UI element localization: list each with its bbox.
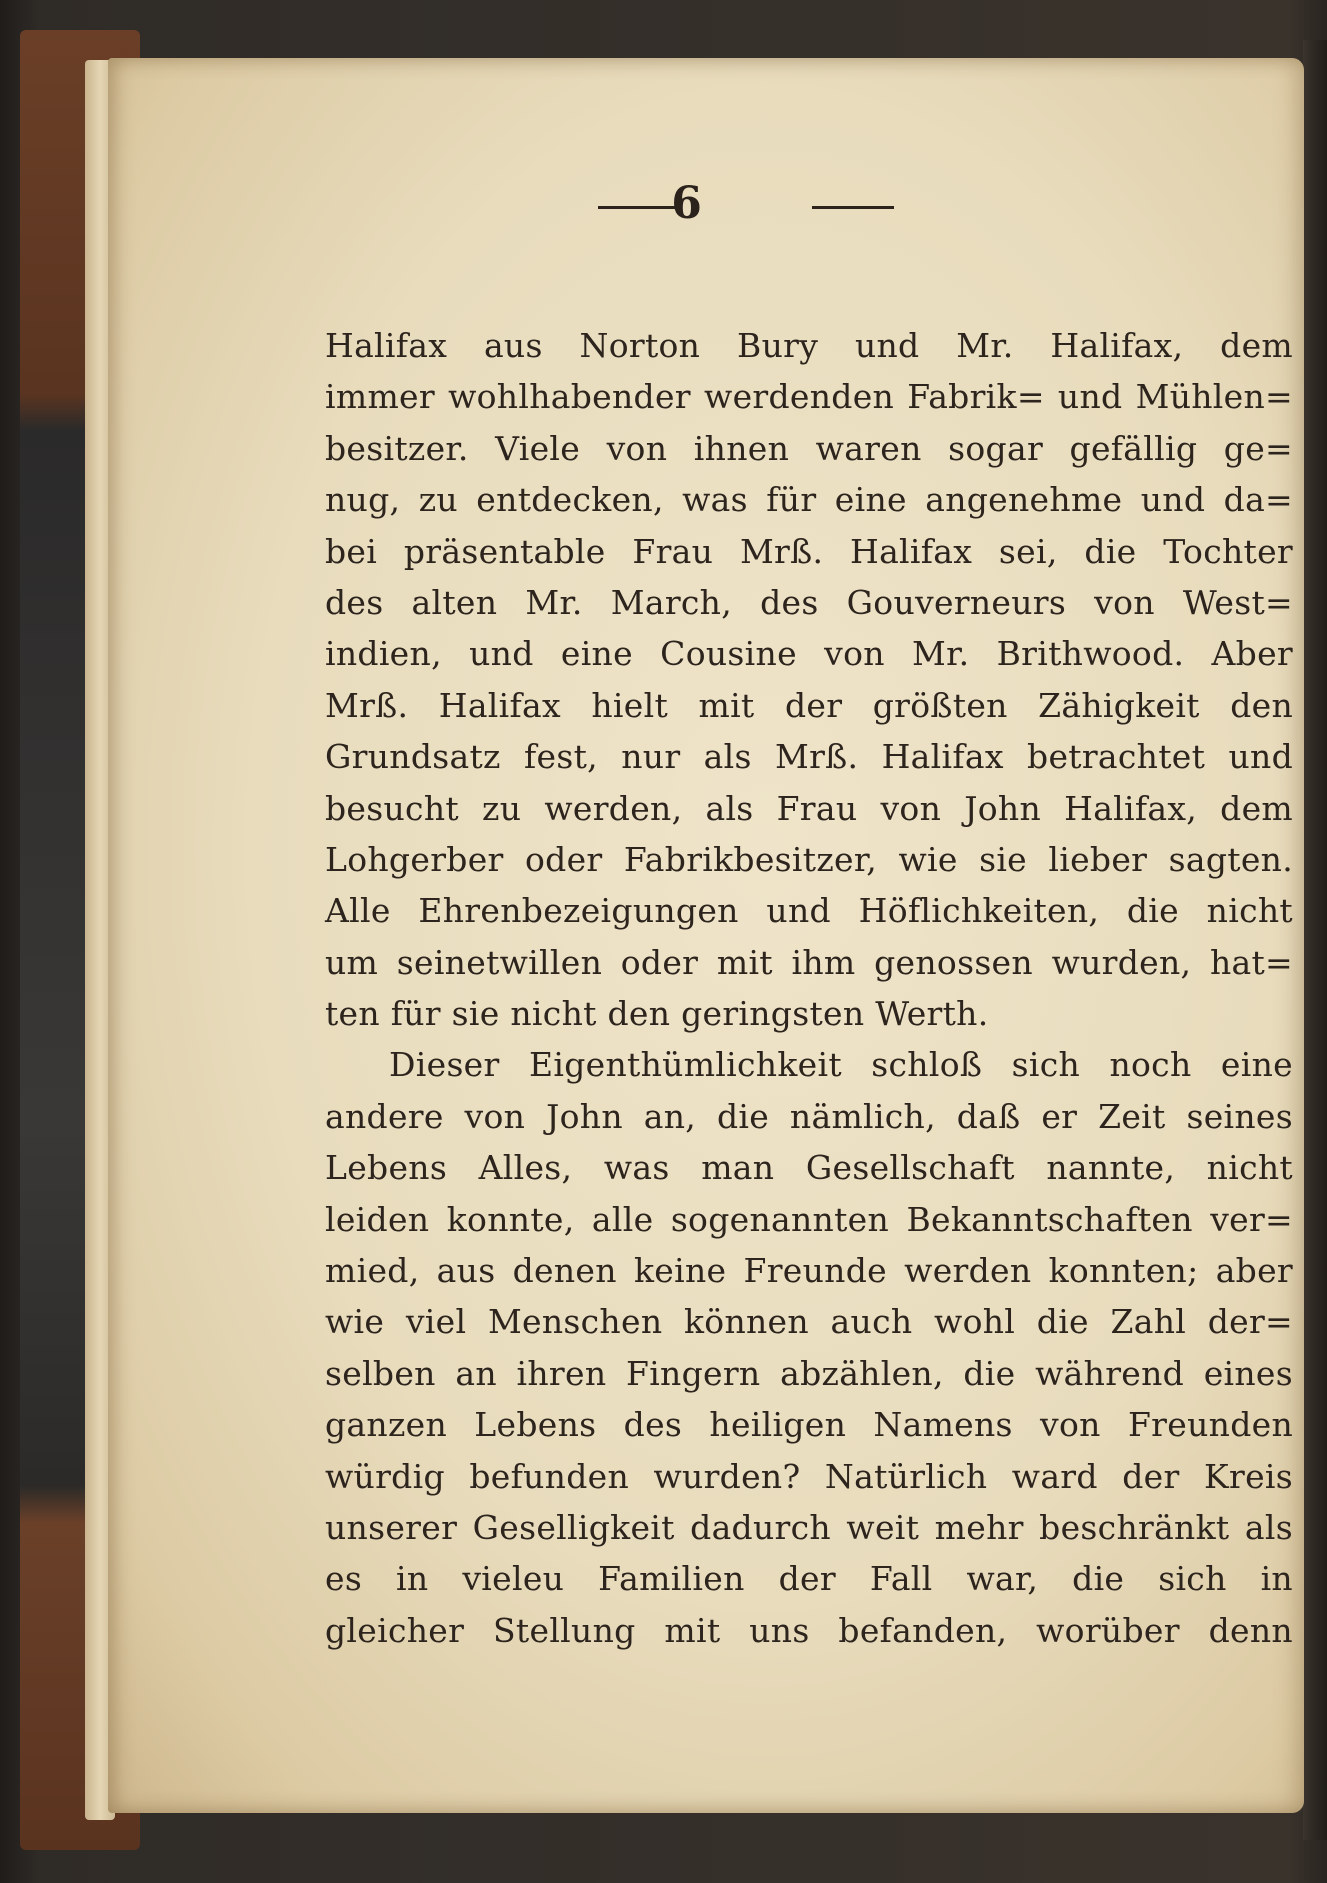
- text-line: Lohgerber oder Fabrikbesitzer, wie sie lieber sagten.: [325, 839, 1293, 879]
- text-line: unserer Geselligkeit dadurch weit mehr beschränkt als: [325, 1507, 1293, 1547]
- text-line: Alle Ehrenbezeigungen und Höflichkeiten, die nicht: [325, 891, 1293, 931]
- text-line: Lebens Alles, was man Gesellschaft nannte, nicht: [325, 1148, 1293, 1188]
- text-line: Dieser Eigenthümlichkeit schloß sich noch eine: [389, 1045, 1293, 1085]
- text-line: besucht zu werden, als Frau von John Halifax, dem: [325, 788, 1293, 828]
- text-line: es in vieleu Familien der Fall war, die sich in: [325, 1559, 1293, 1599]
- text-line: ten für sie nicht den geringsten Werth.: [325, 994, 989, 1034]
- text-line: Mrß. Halifax hielt mit der größten Zähigkeit den: [325, 685, 1293, 725]
- text-line: wie viel Menschen können auch wohl die Zahl der=: [325, 1302, 1293, 1342]
- text-line: gleicher Stellung mit uns befanden, worüber denn: [325, 1610, 1293, 1650]
- text-line: andere von John an, die nämlich, daß er Zeit seines: [325, 1096, 1293, 1136]
- text-line: ganzen Lebens des heiligen Namens von Freunden: [325, 1405, 1293, 1445]
- text-line: mied, aus denen keine Freunde werden konnten; aber: [325, 1251, 1293, 1291]
- text-line: bei präsentable Frau Mrß. Halifax sei, die Tochter: [325, 531, 1293, 571]
- text-line: Halifax aus Norton Bury und Mr. Halifax, dem: [325, 326, 1293, 365]
- text-line: leiden konnte, alle sogenannten Bekanntschaften ver=: [325, 1199, 1293, 1239]
- book-page: [108, 58, 1304, 1813]
- body-text: [325, 320, 1293, 1656]
- text-line: um seinetwillen oder mit ihm genossen wurden, hat=: [325, 942, 1293, 982]
- text-line: würdig befunden wurden? Natürlich ward der Kreis: [325, 1456, 1293, 1496]
- text-line: nug, zu entdecken, was für eine angenehme und da=: [325, 480, 1293, 520]
- page-header: [108, 178, 1304, 258]
- background-strip: [1303, 40, 1327, 1840]
- text-line: Grundsatz fest, nur als Mrß. Halifax betrachtet und: [325, 737, 1293, 777]
- text-line: besitzer. Viele von ihnen waren sogar gefällig ge=: [325, 428, 1293, 468]
- header-rule-right: [812, 206, 894, 209]
- page-number: 6: [671, 178, 703, 229]
- text-line: indien, und eine Cousine von Mr. Brithwood. Aber: [325, 634, 1293, 674]
- text-line: des alten Mr. March, des Gouverneurs von West=: [325, 582, 1293, 622]
- text-line: selben an ihren Fingern abzählen, die während eines: [325, 1353, 1293, 1393]
- text-line: immer wohlhabender werdenden Fabrik= und Mühlen=: [325, 377, 1293, 417]
